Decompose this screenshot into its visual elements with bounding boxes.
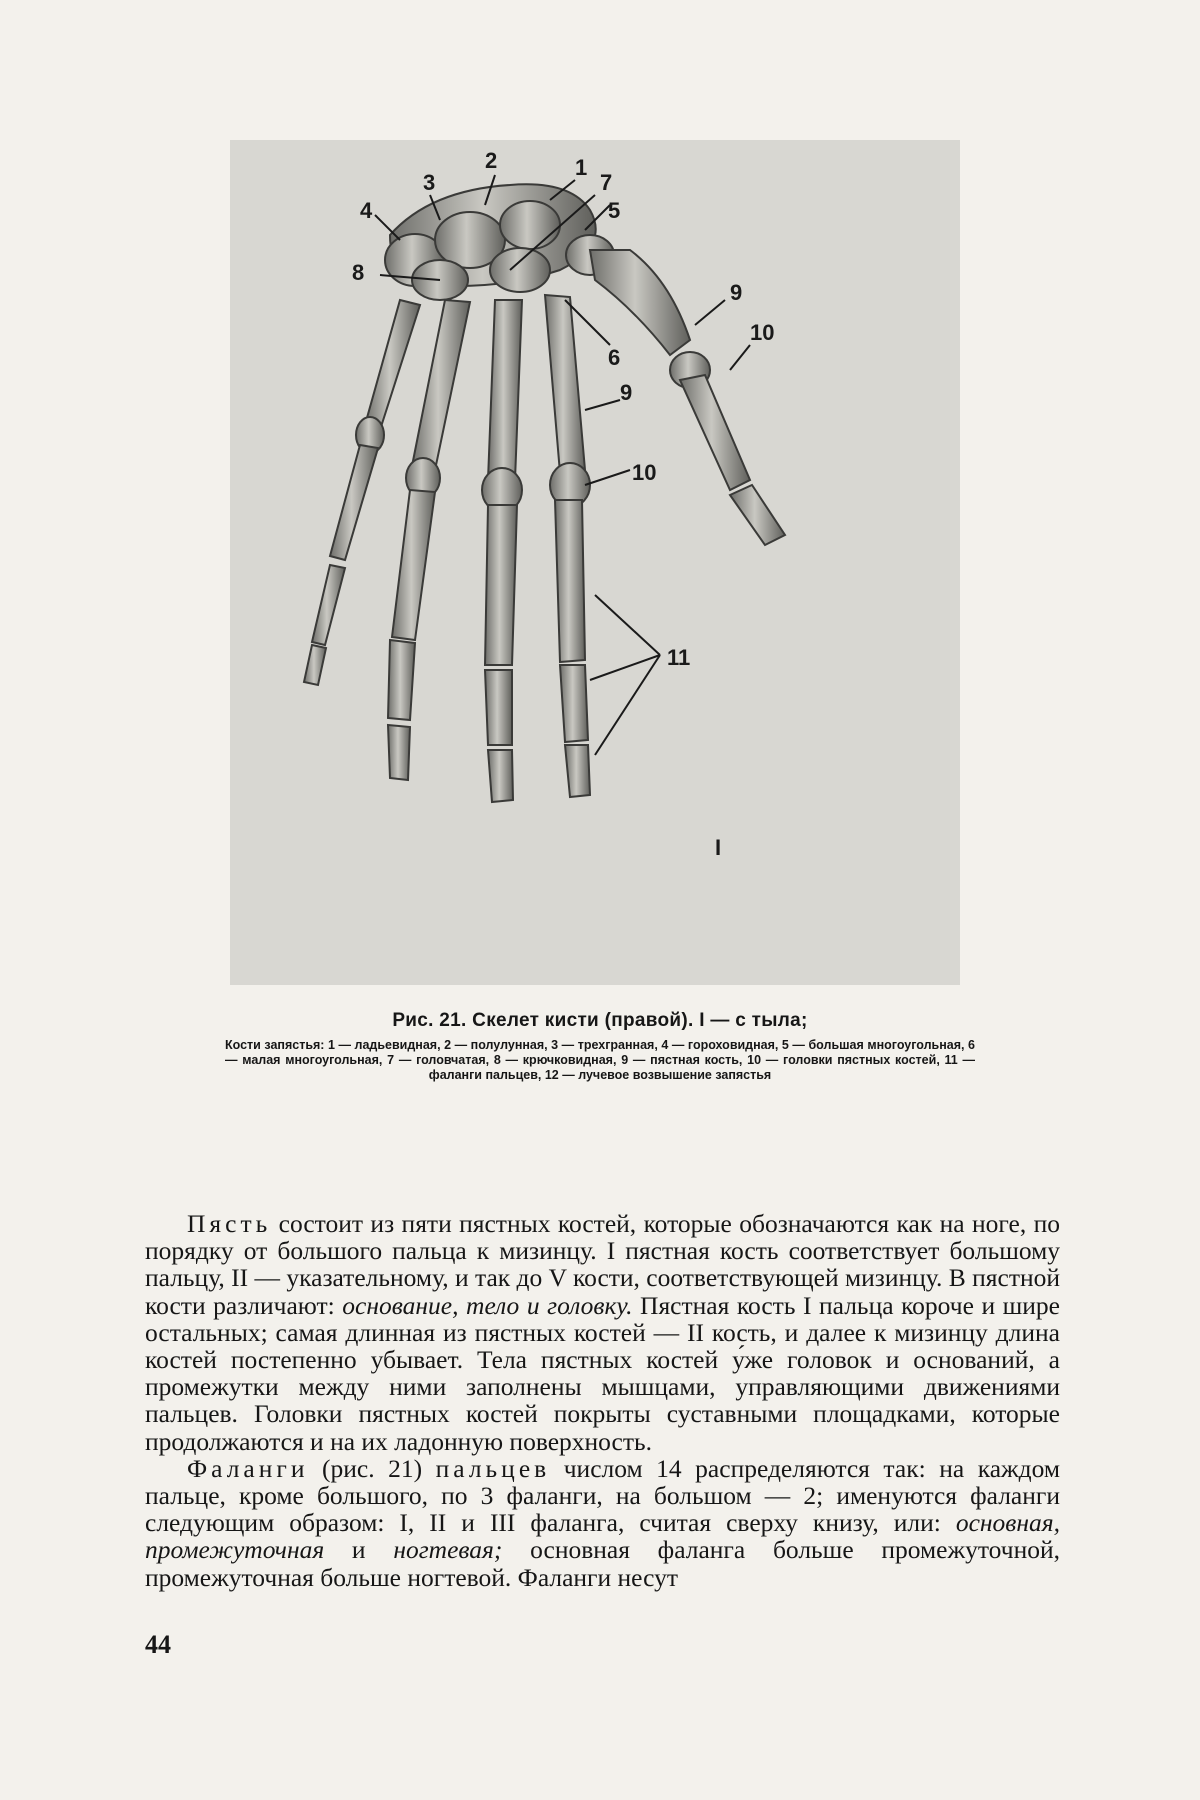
label-I: I [715,835,722,860]
figure-caption [225,1010,975,1083]
paragraph-2-text-c: и [324,1535,394,1565]
label-9-index: 9 [620,380,633,405]
label-7: 7 [600,170,613,195]
page-number: 44 [145,1630,171,1659]
label-2: 2 [485,148,498,173]
paragraph-2-text-b: числом 14 распределяются так: на каждом пальце, кроме большого, по 3 фаланги, на большом — 2; именуются фаланги следующим образом: I, II и III фаланга, считая сверху книзу, или: [145,1453,1061,1538]
hand-skeleton-figure [230,140,960,985]
paragraph-1-text-b: Пястная кость I пальца короче и шире остальных; самая длинная из пястных костей — II кость, и далее к мизинцу длина костей постепенно убывает. Тела пястных костей у́же головок и оснований, а промежутки между ними заполнены мышцами, управляющими движениями пальцев. Головки пястных костей покрыты суставными площадками, которые продолжаются и на их ладонную поверхность. [145,1290,1060,1456]
hand-skeleton-drawing [230,140,960,985]
caption-title: Рис. 21. Скелет кисти (правой). I — с тыла; [392,1010,808,1031]
paragraph-2-emphasis-1: основная, промежуточная [145,1508,1060,1565]
label-3: 3 [423,170,436,195]
label-6: 6 [608,345,621,370]
paragraph-2-emphasis-2: ногтевая; [393,1535,503,1565]
label-10-index: 10 [632,460,657,485]
term-phalanges: Фаланги [187,1453,309,1483]
label-10-thumb: 10 [750,320,775,345]
label-8: 8 [352,260,365,285]
label-5: 5 [608,198,621,223]
paragraph-1-emphasis: основание, тело и головку. [342,1290,633,1320]
label-11: 11 [667,645,691,670]
label-1: 1 [575,155,588,180]
term-fingers: пальцев [435,1453,551,1483]
paragraph-phalanges [145,1455,1060,1591]
caption-legend: Кости запястья: 1 — ладьевидная, 2 — полулунная, 3 — трехгранная, 4 — гороховидная, 5 — большая многоугольная, 6 — малая многоугольная, 7 — головчатая, 8 — крючковидная, 9 — пястная кость, 10 — головки пястных костей, 11 — фаланги пальцев, 12 — лучевое возвышение запястья [225,1038,975,1082]
paragraph-1-text-a: состоит из пяти пястных костей, которые обозначаются как на ноге, по порядку от большого пальца к мизинцу. I пястная кость соответствует большому пальцу, II — указательному, и так до V кости, соответствующей мизинцу. В пястной кости различают: [145,1209,1061,1320]
paragraph-2-text-a: (рис. 21) [308,1453,436,1483]
label-9-thumb: 9 [730,280,743,305]
body-text [145,1210,1060,1591]
paragraph-metacarpus [145,1210,1060,1455]
label-4: 4 [360,198,373,223]
term-metacarpus: Пясть [187,1209,272,1238]
paragraph-2-text-d: основная фаланга больше промежуточной, промежуточная больше ногтевой. Фаланги несут [145,1535,1060,1592]
